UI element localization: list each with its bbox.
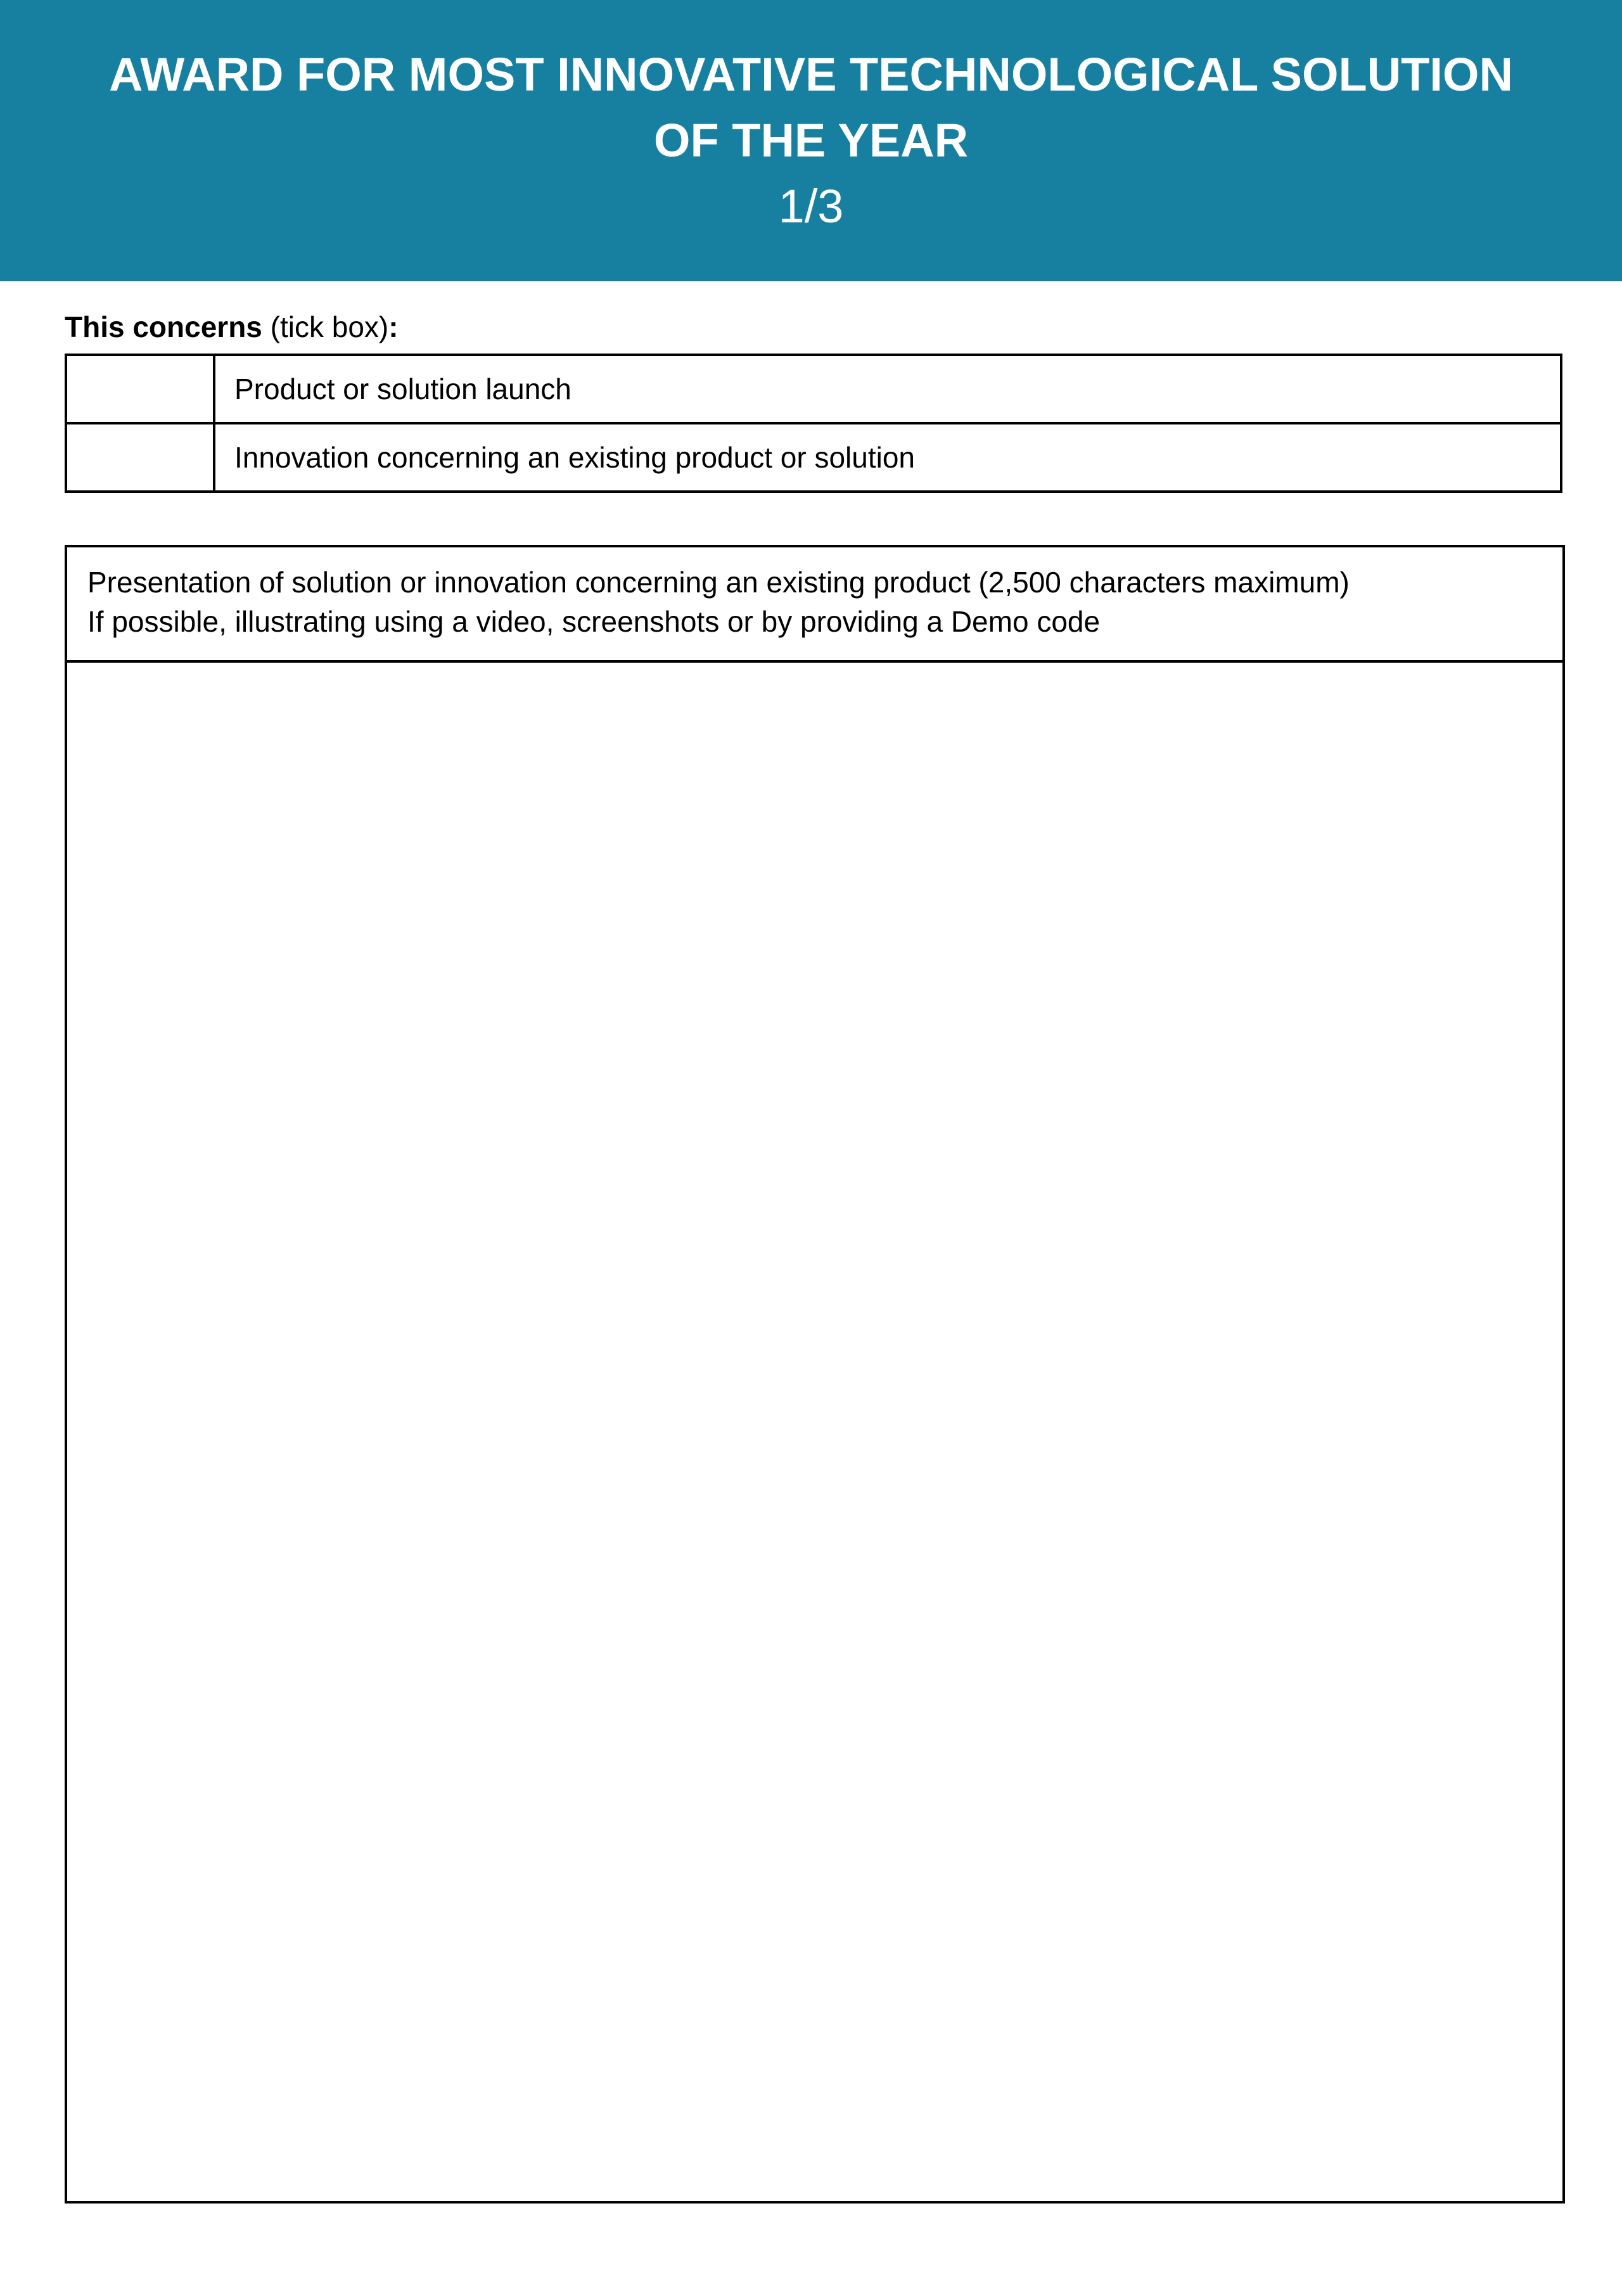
tick-row-product-launch xyxy=(67,356,1560,424)
presentation-heading-line-1: Presentation of solution or innovation concerning an existing product (2,500 characters maximum) xyxy=(87,566,1350,599)
concerns-label-colon: : xyxy=(388,310,399,343)
header-banner xyxy=(0,0,1622,281)
concerns-tick-table xyxy=(65,354,1562,493)
page-indicator: 1/3 xyxy=(778,180,844,233)
presentation-heading-line-2: If possible, illustrating using a video, screenshots or by providing a Demo code xyxy=(87,605,1101,638)
tick-row-innovation-existing xyxy=(67,424,1560,490)
presentation-heading xyxy=(67,547,1562,663)
concerns-label-hint: (tick box) xyxy=(262,310,389,343)
option-label-innovation-existing: Innovation concerning an existing product or solution xyxy=(234,441,916,474)
page-title xyxy=(0,42,1622,174)
concerns-label xyxy=(65,307,399,347)
page-title-line-1: AWARD FOR MOST INNOVATIVE TECHNOLOGICAL SOLUTION xyxy=(109,48,1513,101)
tick-box-product-launch[interactable] xyxy=(67,356,215,422)
presentation-text-area[interactable] xyxy=(67,663,1562,2201)
page-title-line-2: OF THE YEAR xyxy=(653,114,969,167)
presentation-section xyxy=(65,545,1565,2204)
tick-box-innovation-existing[interactable] xyxy=(67,424,215,490)
concerns-label-bold: This concerns xyxy=(65,310,262,343)
option-label-product-launch: Product or solution launch xyxy=(234,373,572,405)
